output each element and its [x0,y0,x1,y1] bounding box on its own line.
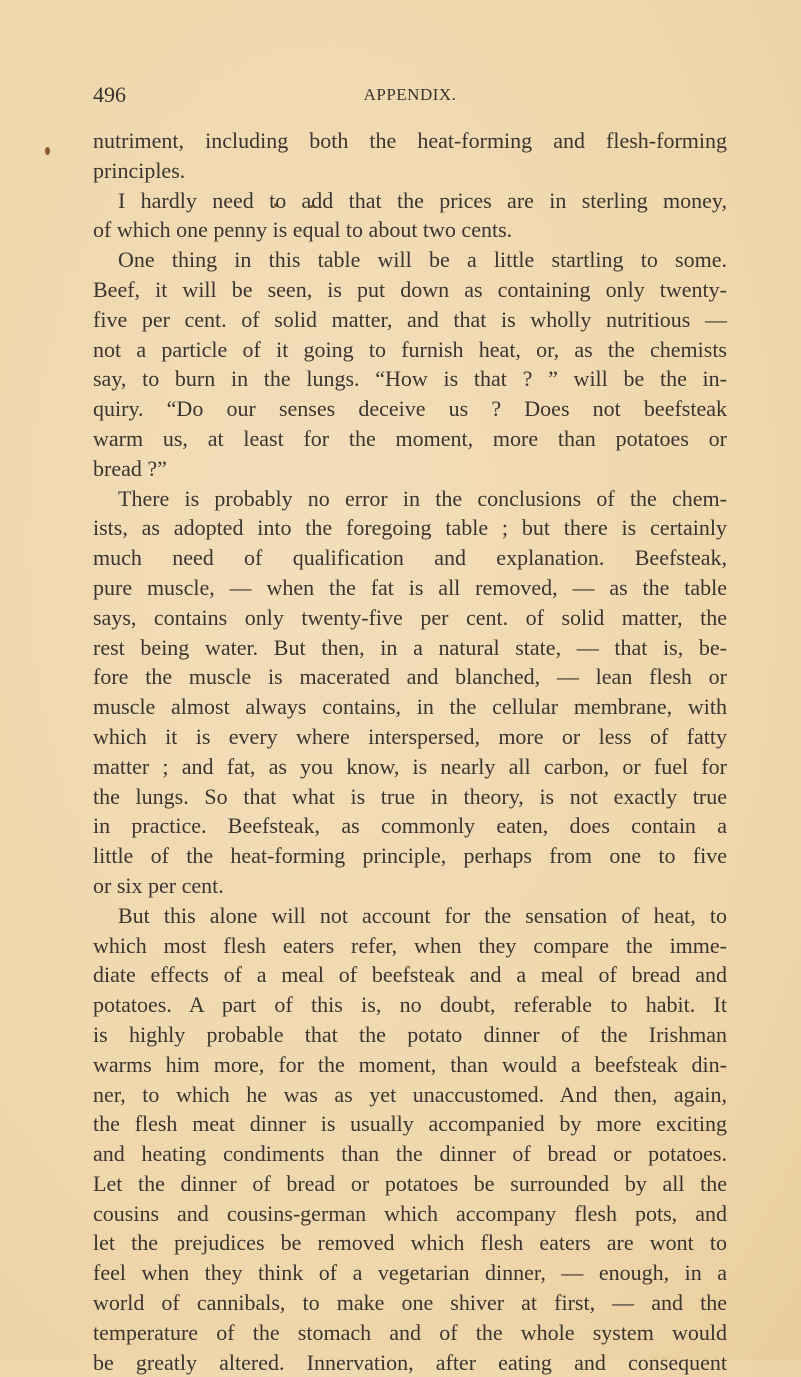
text-line: much need of qualification and explanation. Beefsteak, [93,545,727,571]
text-line: I hardly need to add that the prices are in sterling money, [118,187,727,213]
text-line: nutriment, including both the heat-forming and flesh-forming [93,128,727,153]
text-line: which it is every where interspersed, more or less of fatty [93,723,727,749]
text-line: little of the heat-forming principle, perhaps from one to five [93,843,727,869]
text-line: world of cannibals, to make one shiver at first, — and the [93,1290,727,1316]
page-number: 496 [93,82,126,107]
text-line: let the prejudices be removed which flesh eaters are wont to [93,1230,727,1256]
text-line: of which one penny is equal to about two cents. [93,217,513,243]
text-line: be greatly altered. Innervation, after eating and consequent [93,1349,727,1375]
text-line: the lungs. So that what is true in theory, is not exactly true [93,783,727,809]
running-title: APPENDIX. [363,85,457,104]
text-line: say, to burn in the lungs. “How is that ? ” will be the in- [93,366,727,392]
text-line: diate effects of a meal of beefsteak and a meal of bread and [93,962,727,988]
text-line: pure muscle, — when the fat is all removed, — as the table [93,574,727,600]
text-line: warm us, at least for the moment, more than potatoes or [93,425,727,451]
text-line: Beef, it will be seen, is put down as containing only twenty- [93,276,727,302]
text-line: which most flesh eaters refer, when they compare the imme- [93,932,727,958]
text-line: ists, as adopted into the foregoing table ; but there is certainly [93,515,727,541]
text-line: temperature of the stomach and of the whole system would [93,1319,727,1345]
text-line: cousins and cousins-german which accompany flesh pots, and [93,1200,727,1226]
text-line: But this alone will not account for the sensation of heat, to [118,902,727,928]
text-line: warms him more, for the moment, than would a beefsteak din- [93,1051,727,1077]
text-line: ner, to which he was as yet unaccustomed. And then, again, [93,1081,727,1107]
text-line: principles. [93,157,186,183]
text-line: rest being water. But then, in a natural state, — that is, be- [93,634,727,660]
ink-spot [45,147,50,155]
page-header [93,82,727,112]
text-line: five per cent. of solid matter, and that is wholly nutritious — [93,306,727,332]
text-line: the flesh meat dinner is usually accompanied by more exciting [93,1111,727,1137]
text-line: matter ; and fat, as you know, is nearly all carbon, or fuel for [93,753,727,779]
text-line: and heating condiments than the dinner of bread or potatoes. [93,1141,727,1167]
text-line: Let the dinner of bread or potatoes be surrounded by all the [93,1170,727,1196]
text-line: in practice. Beefsteak, as commonly eaten, does contain a [93,813,727,839]
text-line: muscle almost always contains, in the cellular membrane, with [93,694,727,720]
text-line: quiry. “Do our senses deceive us ? Does not beefsteak [93,396,727,422]
text-line: fore the muscle is macerated and blanched, — lean flesh or [93,664,727,690]
text-line: is highly probable that the potato dinner of the Irishman [93,1021,727,1047]
text-line: bread ?” [93,455,167,481]
text-line: potatoes. A part of this is, no doubt, referable to habit. It [93,992,727,1018]
text-line: says, contains only twenty-five per cent. of solid matter, the [93,604,727,630]
text-line: There is probably no error in the conclusions of the chem- [118,485,727,511]
text-line: One thing in this table will be a little startling to some. [118,247,727,273]
text-line: feel when they think of a vegetarian dinner, — enough, in a [93,1260,727,1286]
body-text [93,126,727,1377]
text-line: not a particle of it going to furnish heat, or, as the chemists [93,336,727,362]
text-line: or six per cent. [93,872,224,898]
